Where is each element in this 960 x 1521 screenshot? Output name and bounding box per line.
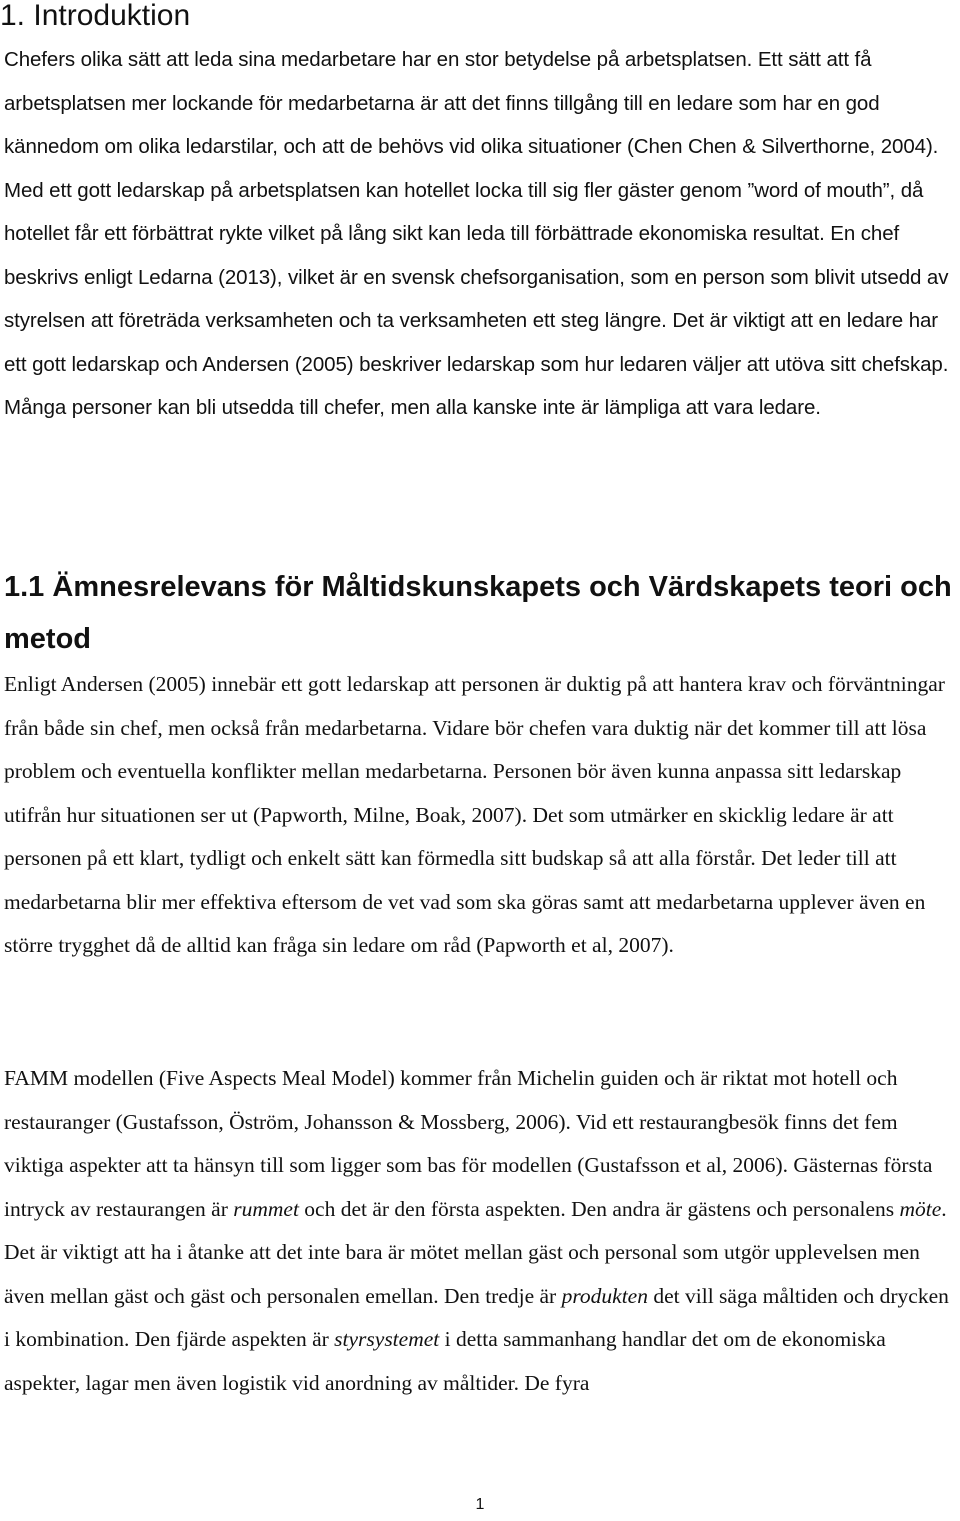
intro-sentence-2: Med ett gott ledarskap på arbetsplatsen kan hotellet locka till sig fler gäster genom ”word of mouth”, då hotellet får ett förbättrat rykte vilket på lång sikt kan leda till förbättrade ekonomiska resultat. [4, 178, 924, 245]
famm-text-3: . Det är viktigt att ha i åtanke att det inte bara är mötet mellan gäst och personal som utgör upplevelsen men även mellan gäst och gäst och personalen emellan. Den tredje är [4, 1196, 947, 1308]
term-mote: möte [899, 1196, 942, 1221]
heading-introduktion: 1. Introduktion [0, 0, 191, 32]
famm-text-1: FAMM modellen (Five Aspects Meal Model) kommer från Michelin guiden och är riktat mot hotell och restauranger (Gustafsson, Öström, Johansson & Mossberg, 2006). Vid ett restaurangbesök finns det fem viktiga aspekter att ta hänsyn till som ligger som bas för modellen (Gustafsson et al, 2006). Gästernas första intryck av restaurangen är [4, 1066, 933, 1221]
famm-text-2: och det är den första aspekten. Den andra är gästens och personalens [298, 1196, 900, 1221]
intro-sentence-5: Många personer kan bli utsedda till chefer, men alla kanske inte är lämpliga att vara ledare. [4, 396, 821, 419]
term-produkten: produkten [561, 1283, 648, 1308]
paragraph-introduction [4, 38, 956, 430]
paragraph-famm-modellen [4, 1057, 956, 1405]
term-styrsystemet: styrsystemet [334, 1327, 440, 1351]
famm-text-4: det vill säga måltiden och drycken i kombination. Den fjärde aspekten är [4, 1283, 949, 1351]
heading-amnesrelevans: 1.1 Ämnesrelevans för Måltidskunskapets och Värdskapets teori och metod [4, 571, 952, 655]
term-rummet: rummet [233, 1196, 299, 1221]
intro-sentence-3: En chef beskrivs enligt Ledarna (2013), vilket är en svensk chefsorganisation, som en person som blivit utsedd av styrelsen att företräda verksamheten och ta verksamheten ett steg längre. [4, 222, 949, 332]
page-number: 1 [475, 1496, 485, 1513]
intro-sentence-4: Det är viktigt att en ledare har ett gott ledarskap och Andersen (2005) beskriver ledarskap som hur ledaren väljer att utöva sitt chefskap. [4, 309, 949, 376]
intro-sentence-1: Chefers olika sätt att leda sina medarbetare har en stor betydelse på arbetsplatsen. Ett sätt att få arbetsplatsen mer lockande för medarbetarna är att det finns tillgång till en ledare som har en god kännedom om olika ledarstilar, och att de behövs vid olika situationer (Chen Chen & Silverthorne, 2004). [4, 48, 939, 158]
paragraph-ledarskap: Enligt Andersen (2005) innebär ett gott ledarskap att personen är duktig på att hantera krav och förväntningar från både sin chef, men också från medarbetarna. Vidare bör chefen vara duktig när det kommer till att lösa problem och eventuella konflikter mellan medarbetarna. Personen bör även kunna anpassa sitt ledarskap utifrån hur situationen ser ut (Papworth, Milne, Boak, 2007). Det som utmärker en skicklig ledare är att personen på ett klart, tydligt och enkelt sätt kan förmedla sitt budskap så att alla förstår. Det leder till att medarbetarna blir mer effektiva eftersom de vet vad som ska göras samt att medarbetarna upplever även en större trygghet då de alltid kan fråga sin ledare om råd (Papworth et al, 2007). [4, 672, 945, 957]
famm-text-5: i detta sammanhang handlar det om de ekonomiska aspekter, lagar men även logistik vid anordning av måltider. De fyra [4, 1327, 886, 1395]
